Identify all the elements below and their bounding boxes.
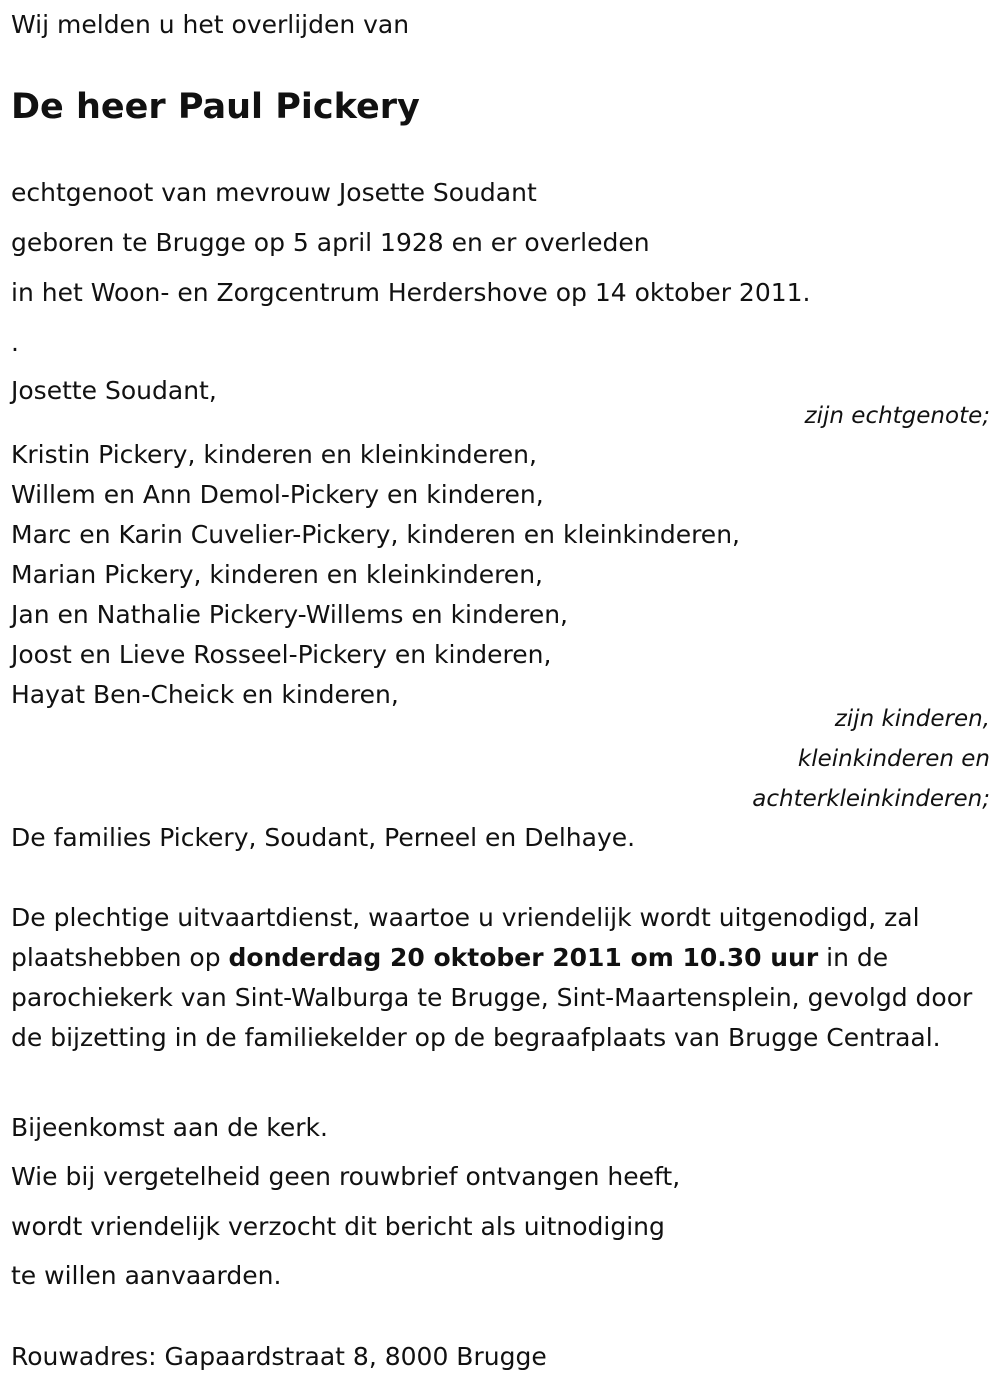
list-item: Hayat Ben-Cheick en kinderen, xyxy=(11,680,399,709)
separator-dot: . xyxy=(11,328,19,357)
list-item: Willem en Ann Demol-Pickery en kinderen, xyxy=(11,480,544,509)
closing-line: te willen aanvaarden. xyxy=(11,1261,282,1290)
spouse-role: zijn echtgenote; xyxy=(804,403,990,429)
list-item: Marian Pickery, kinderen en kleinkinderen, xyxy=(11,560,543,589)
spouse-name: Josette Soudant, xyxy=(11,376,217,405)
families-line: De families Pickery, Soudant, Perneel en Delhaye. xyxy=(11,823,636,852)
list-item: Jan en Nathalie Pickery-Willems en kinderen, xyxy=(11,600,568,629)
children-role-line: achterkleinkinderen; xyxy=(752,786,990,812)
list-item: Kristin Pickery, kinderen en kleinkinderen, xyxy=(11,440,537,469)
gathering-line: Bijeenkomst aan de kerk. xyxy=(11,1113,328,1142)
service-text-after: in de parochiekerk van Sint-Walburga te Brugge, Sint-Maartensplein, gevolgd door de bijzetting in de familiekelder op de begraafplaats van Brugge Centraal. xyxy=(11,943,973,1052)
closing-line: Wie bij vergetelheid geen rouwbrief ontvangen heeft, xyxy=(11,1162,681,1191)
mourning-address: Rouwadres: Gapaardstraat 8, 8000 Brugge xyxy=(11,1342,547,1371)
list-item: Marc en Karin Cuvelier-Pickery, kinderen en kleinkinderen, xyxy=(11,520,740,549)
service-text-before: De plechtige uitvaartdienst, waartoe u vriendelijk wordt uitgenodigd, zal plaatshebben op xyxy=(11,903,920,972)
service-date-time: donderdag 20 oktober 2011 om 10.30 uur xyxy=(228,943,819,972)
bio-line-spouse: echtgenoot van mevrouw Josette Soudant xyxy=(11,178,537,207)
deceased-name: De heer Paul Pickery xyxy=(11,87,420,127)
list-item: Joost en Lieve Rosseel-Pickery en kinderen, xyxy=(11,640,552,669)
intro-text: Wij melden u het overlijden van xyxy=(11,10,410,39)
children-role-line: kleinkinderen en xyxy=(797,746,990,772)
closing-line: wordt vriendelijk verzocht dit bericht als uitnodiging xyxy=(11,1212,665,1241)
bio-line-death: in het Woon- en Zorgcentrum Herdershove op 14 oktober 2011. xyxy=(11,278,811,307)
bio-line-birth: geboren te Brugge op 5 april 1928 en er overleden xyxy=(11,228,650,257)
service-paragraph xyxy=(11,898,986,1058)
children-role-line: zijn kinderen, xyxy=(834,706,990,732)
